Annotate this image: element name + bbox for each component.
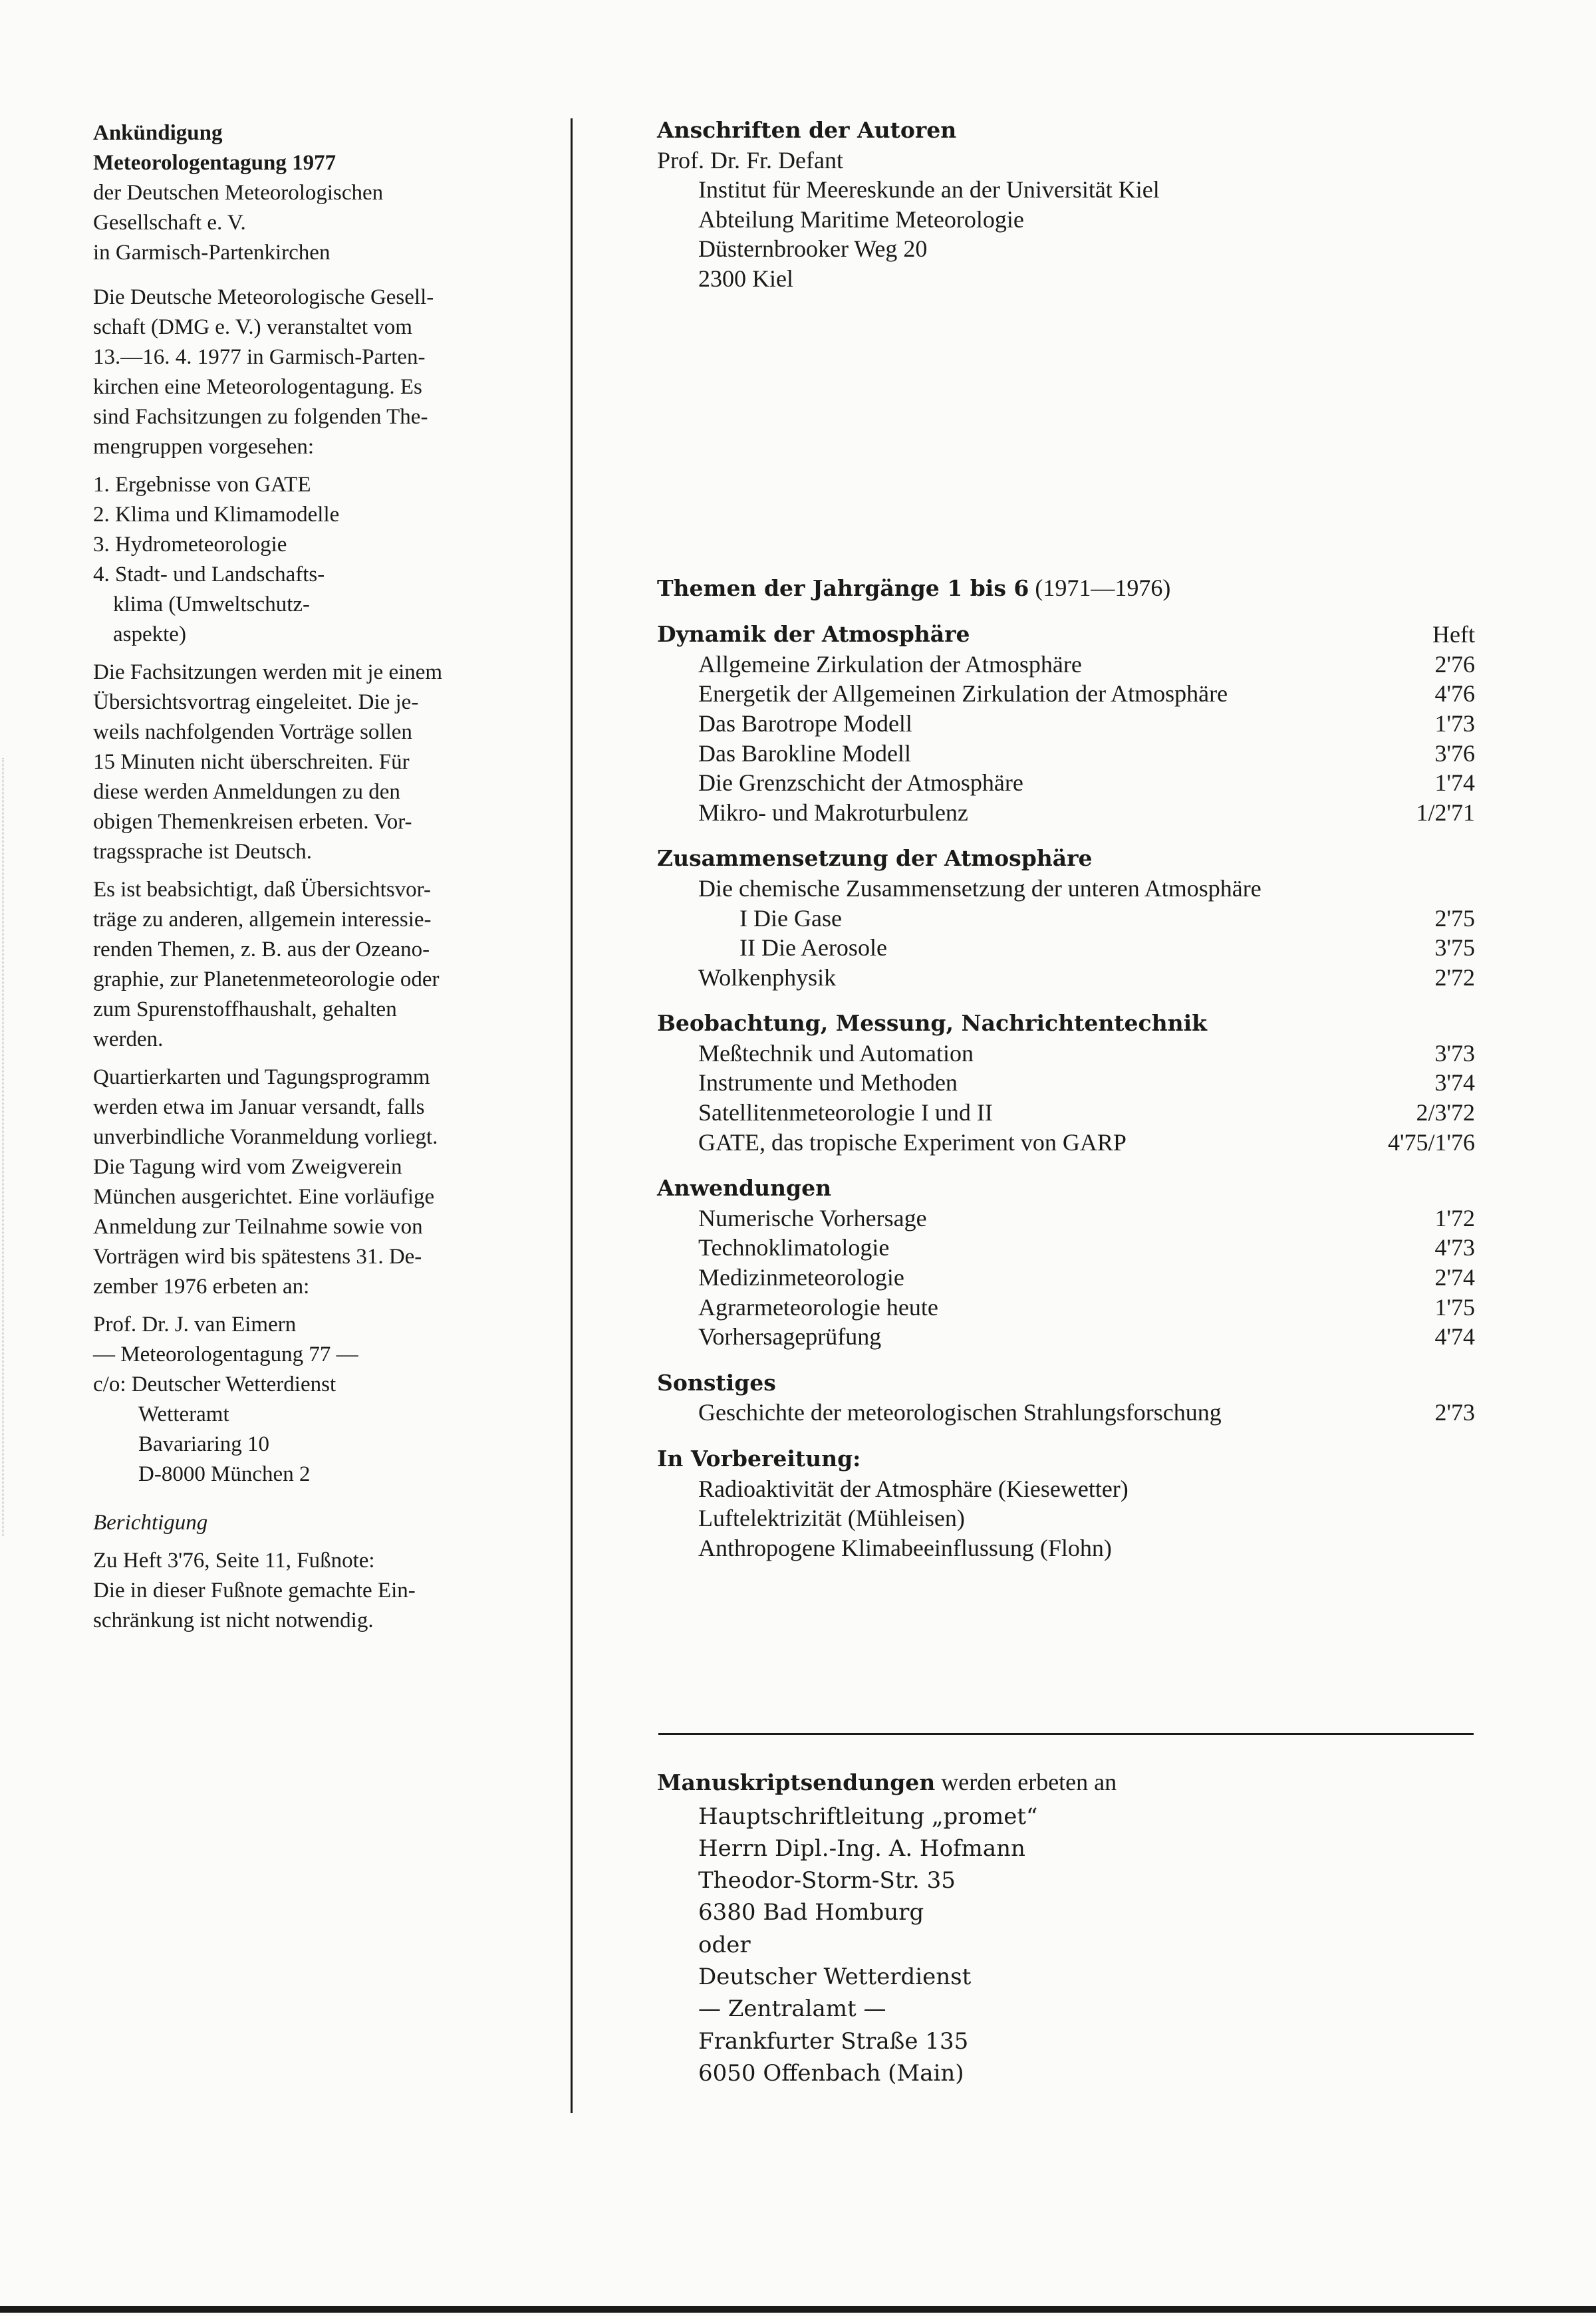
theme-title: Medizinmeteorologie (698, 1264, 904, 1291)
heft-number: 4'75/1'76 (1388, 1128, 1475, 1156)
heft-number: 2'73 (1434, 1399, 1475, 1426)
theme-title: Numerische Vorhersage (698, 1204, 927, 1231)
theme-title: Geschichte der meteorologischen Strahlungsforschung (698, 1399, 1222, 1426)
manuscripts-heading (657, 1767, 1475, 1798)
anwendungen-list (657, 1204, 1475, 1352)
text-line: Quartierkarten und Tagungsprogramm (93, 1065, 430, 1089)
address-line: Herrn Dipl.-Ing. A. Hofmann (698, 1835, 1025, 1862)
contact-name: Prof. Dr. J. van Eimern (93, 1313, 297, 1337)
list-item: 2. Klima und Klimamodelle (93, 503, 340, 527)
theme-title: Agrarmeteorologie heute (698, 1293, 938, 1321)
theme-title: I Die Gase (739, 904, 842, 932)
theme-row (657, 1098, 1475, 1128)
theme-title: Vorhersageprüfung (698, 1323, 882, 1351)
text-line: werden. (93, 1027, 164, 1051)
paragraph-sessions (93, 658, 519, 867)
list-item: 4. Stadt- und Landschafts- (93, 563, 325, 586)
address-line: Frankfurter Straße 135 (698, 2027, 969, 2055)
column-divider (571, 118, 573, 2113)
intro-paragraph (93, 283, 519, 462)
address-line: Deutscher Wetterdienst (698, 1964, 972, 1991)
text-line: werden etwa im Januar versandt, falls (93, 1095, 425, 1119)
theme-row (657, 798, 1475, 828)
heft-number: 3'73 (1434, 1039, 1475, 1067)
heft-number: 3'76 (1434, 739, 1475, 767)
address-line: 6050 Offenbach (Main) (698, 2059, 964, 2087)
text-line: renden Themen, z. B. aus der Ozeano- (93, 938, 430, 962)
heft-number: 4'73 (1434, 1234, 1475, 1261)
text-line: graphie, zur Planetenmeteorologie oder (93, 967, 440, 991)
heft-number: 3'75 (1434, 934, 1475, 962)
horizontal-divider (658, 1733, 1474, 1735)
section-heading: Zusammensetzung der Atmosphäre (657, 845, 1093, 872)
correction-heading: Berichtigung (93, 1511, 208, 1535)
manuscripts-block (657, 1767, 1475, 2089)
heft-number: 1'75 (1434, 1293, 1475, 1321)
heft-number: 3'74 (1434, 1069, 1475, 1096)
text-line: zum Spurenstoffhaushalt, gehalten (93, 997, 397, 1021)
section-heading: Anwendungen (657, 1175, 832, 1202)
theme-title: GATE, das tropische Experiment von GARP (698, 1128, 1127, 1156)
text-line: Die Tagung wird vom Zweigverein (93, 1155, 402, 1179)
theme-row (657, 709, 1475, 739)
text-line: Die Deutsche Meteorologische Gesell- (93, 285, 434, 309)
text-line: schaft (DMG e. V.) veranstaltet vom (93, 315, 412, 339)
contact-address (93, 1310, 519, 1489)
section-heading: Beobachtung, Messung, Nachrichtentechnik (657, 1010, 1208, 1037)
theme-row (657, 1322, 1475, 1352)
heft-number: 2'76 (1434, 650, 1475, 678)
text-line: Zu Heft 3'76, Seite 11, Fußnote: (93, 1549, 375, 1573)
list-item: 1. Ergebnisse von GATE (93, 473, 311, 497)
theme-row (657, 1128, 1475, 1158)
scan-margin-marks (3, 758, 13, 1536)
heft-number: 1'73 (1434, 709, 1475, 737)
text-line: mengruppen vorgesehen: (93, 435, 315, 459)
section-heading: Sonstiges (657, 1369, 776, 1396)
list-item-intro: Die chemische Zusammensetzung der unteren Atmosphäre (698, 874, 1262, 902)
text-line: Die in dieser Fußnote gemachte Ein- (93, 1579, 416, 1603)
topic-list (93, 470, 519, 650)
themes-heading-bold: Themen der Jahrgänge 1 bis 6 (657, 575, 1029, 601)
theme-row (657, 739, 1475, 769)
conference-place: in Garmisch-Partenkirchen (93, 241, 331, 265)
theme-title: Wolkenphysik (698, 964, 837, 991)
address-line: 2300 Kiel (698, 265, 793, 292)
text-line: schränkung ist nicht notwendig. (93, 1608, 374, 1632)
theme-title: Energetik der Allgemeinen Zirkulation der Atmosphäre (698, 680, 1228, 708)
text-line: 13.—16. 4. 1977 in Garmisch-Parten- (93, 345, 426, 369)
address-line: Hauptschriftleitung „promet“ (698, 1803, 1038, 1830)
sonstiges-list (657, 1398, 1475, 1428)
text-line: Die Fachsitzungen werden mit je einem (93, 660, 443, 684)
theme-row (657, 1293, 1475, 1323)
heft-number: 4'74 (1434, 1323, 1475, 1351)
theme-row (657, 650, 1475, 680)
theme-title: Das Barokline Modell (698, 739, 911, 767)
manuscripts-address (657, 1801, 1475, 2090)
heft-number: 2'72 (1434, 964, 1475, 991)
authors-heading: Anschriften der Autoren (657, 117, 957, 143)
theme-title: Satellitenmeteorologie I und II (698, 1099, 993, 1126)
dynamik-list (657, 650, 1475, 828)
text-line: unverbindliche Voranmeldung vorliegt. (93, 1125, 438, 1149)
theme-row (657, 1039, 1475, 1069)
address-line: 6380 Bad Homburg (698, 1899, 924, 1926)
theme-title: Das Barotrope Modell (698, 709, 912, 737)
contact-co: c/o: Deutscher Wetterdienst (93, 1372, 336, 1396)
theme-row (657, 1398, 1475, 1428)
announcement-column (93, 118, 519, 1636)
right-column (657, 116, 1475, 1563)
address-line: oder (698, 1931, 751, 1958)
heft-number: 1'72 (1434, 1204, 1475, 1231)
address-line: Institut für Meereskunde an der Universität Kiel (698, 176, 1160, 203)
organizer-line: Gesellschaft e. V. (93, 211, 246, 235)
planned-topic: Anthropogene Klimabeeinflussung (Flohn) (698, 1534, 1112, 1561)
heft-number: 2'75 (1434, 904, 1475, 932)
contact-office: Wetteramt (138, 1402, 229, 1426)
theme-title: Mikro- und Makroturbulenz (698, 799, 968, 826)
theme-title: II Die Aerosole (739, 934, 887, 962)
contact-street: Bavariaring 10 (138, 1432, 270, 1456)
theme-row (657, 963, 1475, 993)
list-item: 3. Hydrometeorologie (93, 533, 287, 557)
contact-event: — Meteorologentagung 77 — (93, 1343, 358, 1366)
text-line: Es ist beabsichtigt, daß Übersichtsvor- (93, 878, 431, 902)
theme-row (657, 679, 1475, 709)
heft-column-label: Heft (1432, 621, 1475, 648)
address-line: Abteilung Maritime Meteorologie (698, 205, 1024, 233)
list-item-cont: aspekte) (113, 622, 186, 646)
theme-row (657, 1263, 1475, 1293)
manuscripts-heading-bold: Manuskriptsendungen (657, 1769, 936, 1795)
section-heading: Dynamik der Atmosphäre (657, 621, 970, 648)
text-line: sind Fachsitzungen zu folgenden The- (93, 405, 428, 429)
address-line: Düsternbrooker Weg 20 (698, 235, 928, 263)
theme-title: Die Grenzschicht der Atmosphäre (698, 769, 1023, 797)
text-line: Übersichtsvortrag eingeleitet. Die je- (93, 690, 419, 714)
address-line: Theodor-Storm-Str. 35 (698, 1867, 956, 1894)
themes-heading (657, 573, 1475, 604)
conference-title: Meteorologentagung 1977 (93, 151, 336, 175)
planned-topic: Radioaktivität der Atmosphäre (Kiesewetter) (698, 1475, 1129, 1502)
zusammensetzung-list (657, 963, 1475, 993)
announcement-heading: Ankündigung (93, 121, 223, 145)
address-line: — Zentralamt — (698, 1995, 886, 2023)
section-heading: In Vorbereitung: (657, 1446, 861, 1472)
author-name: Prof. Dr. Fr. Defant (657, 146, 843, 174)
theme-row (657, 1068, 1475, 1098)
contact-city: D-8000 München 2 (138, 1462, 311, 1486)
text-line: tragssprache ist Deutsch. (93, 840, 312, 864)
vorbereitung-list (657, 1474, 1475, 1563)
heft-number: 2'74 (1434, 1264, 1475, 1291)
heft-number: 4'76 (1434, 680, 1475, 708)
heft-number: 1/2'71 (1416, 799, 1475, 826)
text-line: Vorträgen wird bis spätestens 31. De- (93, 1245, 422, 1269)
manuscripts-heading-rest: werden erbeten an (941, 1769, 1117, 1795)
zusammensetzung-sublist (657, 904, 1475, 963)
theme-row (657, 1204, 1475, 1233)
theme-title: Technoklimatologie (698, 1234, 890, 1261)
list-item-cont: klima (Umweltschutz- (113, 592, 311, 616)
heft-number: 2/3'72 (1416, 1099, 1475, 1126)
text-line: obigen Themenkreisen erbeten. Vor- (93, 810, 412, 834)
theme-title: Allgemeine Zirkulation der Atmosphäre (698, 650, 1082, 678)
text-line: 15 Minuten nicht überschreiten. Für (93, 750, 410, 774)
heft-number: 1'74 (1434, 769, 1475, 797)
themes-heading-years: (1971—1976) (1035, 574, 1171, 601)
theme-title: Instrumente und Methoden (698, 1069, 958, 1096)
paragraph-overview-talks (93, 875, 519, 1055)
text-line: diese werden Anmeldungen zu den (93, 780, 400, 804)
planned-topic: Luftelektrizität (Mühleisen) (698, 1505, 965, 1532)
page-bottom-rule (0, 2306, 1596, 2313)
paragraph-registration (93, 1063, 519, 1302)
theme-row (657, 904, 1475, 934)
text-line: kirchen eine Meteorologentagung. Es (93, 375, 422, 399)
text-line: träge zu anderen, allgemein interessie- (93, 908, 432, 932)
correction-text (93, 1546, 519, 1636)
section-header-row (657, 620, 1475, 650)
beobachtung-list (657, 1039, 1475, 1157)
text-line: München ausgerichtet. Eine vorläufige (93, 1185, 435, 1209)
theme-row (657, 933, 1475, 963)
theme-title: Meßtechnik und Automation (698, 1039, 974, 1067)
theme-row (657, 1233, 1475, 1263)
text-line: Anmeldung zur Teilnahme sowie von (93, 1215, 423, 1239)
text-line: weils nachfolgenden Vorträge sollen (93, 720, 412, 744)
theme-row (657, 768, 1475, 798)
text-line: zember 1976 erbeten an: (93, 1275, 310, 1299)
organizer-line: der Deutschen Meteorologischen (93, 181, 384, 205)
